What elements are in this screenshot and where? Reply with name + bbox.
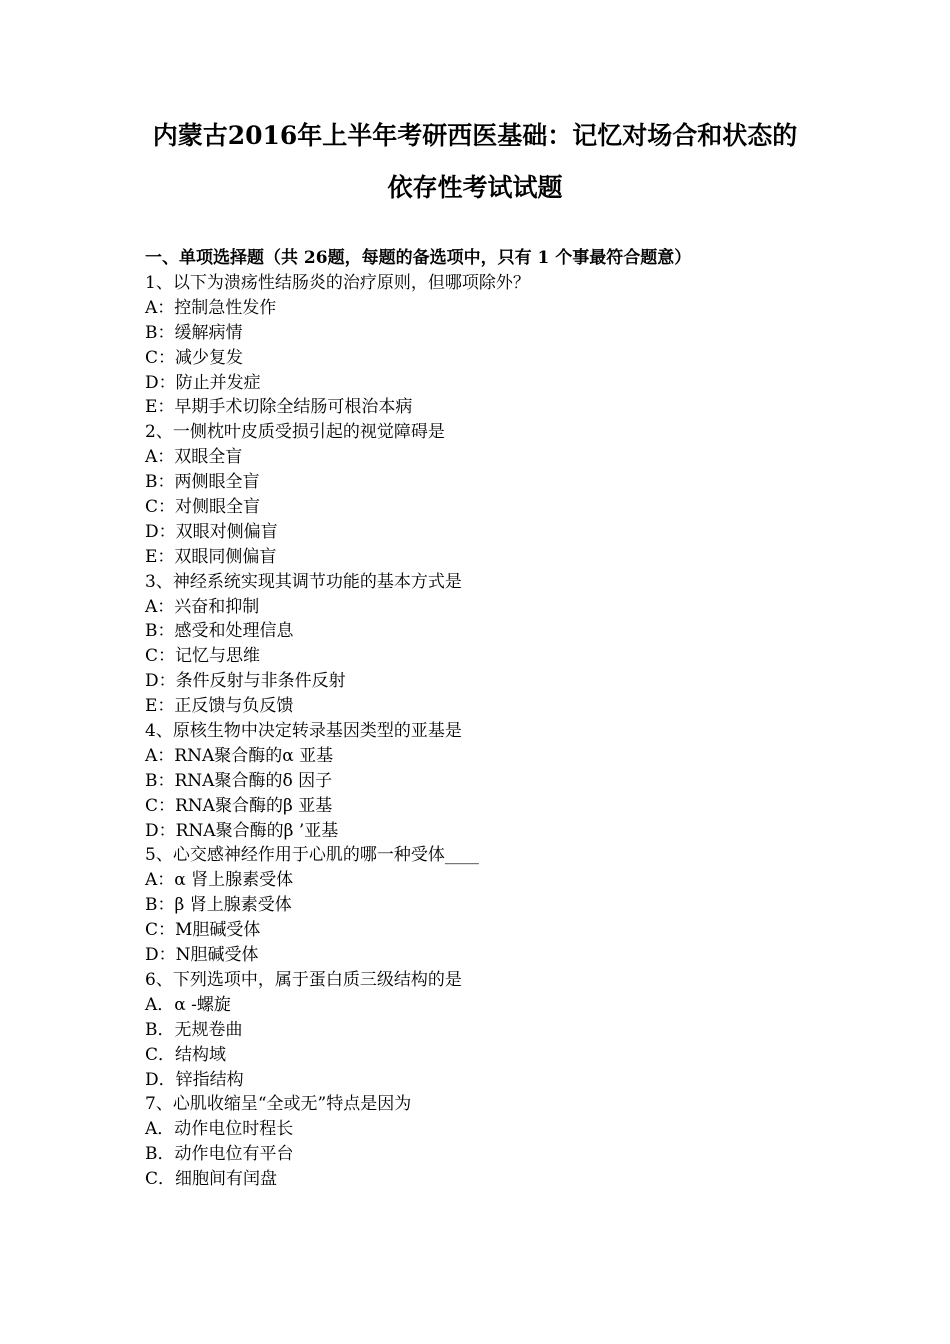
q4-option-b: B：RNA聚合酶的δ 因子 (145, 770, 333, 791)
q1-option-a: A：控制急性发作 (145, 297, 277, 318)
question-1: 1、以下为溃疡性结肠炎的治疗原则，但哪项除外？ (145, 273, 530, 293)
q7-option-b: B．动作电位有平台 (145, 1144, 294, 1165)
q6-option-d: D．锌指结构 (145, 1069, 244, 1090)
q4-option-a: A：RNA聚合酶的α 亚基 (145, 745, 334, 766)
q4-option-c: C：RNA聚合酶的β 亚基 (145, 795, 333, 816)
q6-option-a: A．α -螺旋 (145, 994, 231, 1015)
question-5: 5、心交感神经作用于心肌的哪一种受体____ (145, 845, 479, 866)
document-title-line-2: 依存性考试试题 (387, 173, 563, 202)
q5-option-c: C：M胆碱受体 (145, 920, 261, 941)
question-2: 2、一侧枕叶皮质受损引起的视觉障碍是 (145, 422, 445, 443)
q5-option-a: A：α 肾上腺素受体 (145, 870, 294, 891)
document-title-line-1: 内蒙古2016年上半年考研西医基础：记忆对场合和状态的 (152, 121, 798, 150)
question-6: 6、下列选项中，属于蛋白质三级结构的是 (145, 969, 462, 990)
document-body (145, 246, 825, 1192)
section-header: 一、单项选择题（共 26题，每题的备选项中，只有 1 个事最符合题意） (145, 248, 692, 268)
q1-option-b: B：缓解病情 (145, 322, 243, 343)
q2-option-a: A：双眼全盲 (145, 447, 243, 468)
q2-option-e: E：双眼同侧偏盲 (145, 546, 277, 567)
q4-option-d: D：RNA聚合酶的β ’亚基 (145, 820, 339, 841)
q2-option-b: B：两侧眼全盲 (145, 472, 260, 493)
q3-option-b: B：感受和处理信息 (145, 621, 294, 642)
q1-option-e: E：早期手术切除全结肠可根治本病 (145, 397, 413, 418)
q7-option-c: C．细胞间有闰盘 (145, 1169, 278, 1190)
q3-option-d: D：条件反射与非条件反射 (145, 671, 346, 692)
question-7: 7、心肌收缩呈“全或无”特点是因为 (145, 1094, 412, 1115)
q7-option-a: A．动作电位时程长 (145, 1119, 294, 1140)
question-4: 4、原核生物中决定转录基因类型的亚基是 (145, 721, 462, 742)
q5-option-d: D：N胆碱受体 (145, 945, 259, 966)
q3-option-c: C：记忆与思维 (145, 646, 261, 667)
q6-option-c: C．结构域 (145, 1044, 227, 1065)
question-3: 3、神经系统实现其调节功能的基本方式是 (145, 571, 462, 592)
q3-option-e: E：正反馈与负反馈 (145, 696, 294, 717)
q3-option-a: A：兴奋和抑制 (145, 596, 260, 617)
q1-option-d: D：防止并发症 (145, 372, 261, 393)
q6-option-b: B．无规卷曲 (145, 1019, 243, 1040)
q2-option-c: C：对侧眼全盲 (145, 497, 261, 518)
q1-option-c: C：减少复发 (145, 347, 244, 368)
q2-option-d: D：双眼对侧偏盲 (145, 521, 278, 542)
q5-option-b: B：β 肾上腺素受体 (145, 895, 292, 916)
